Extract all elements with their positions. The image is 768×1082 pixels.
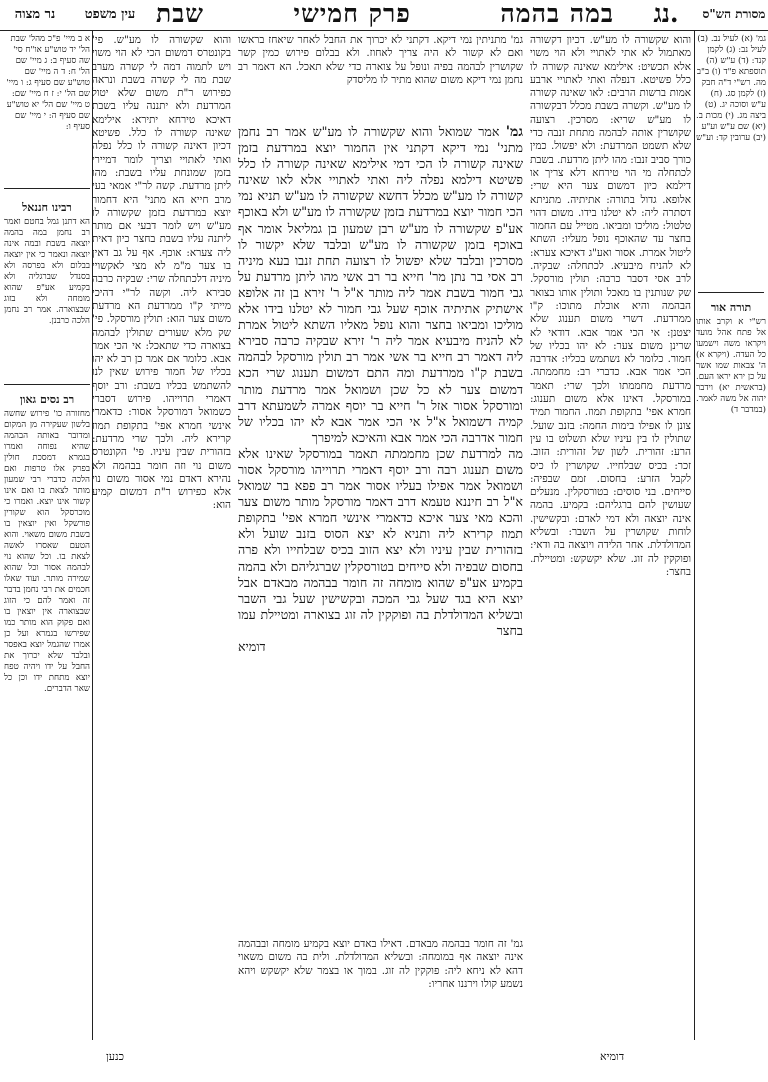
ein-mishpat-box-rule — [4, 188, 90, 189]
tora-or-title: תורה אור — [710, 301, 752, 314]
title-tractate-chapter-name: במה בהמה — [500, 0, 614, 28]
rabbeinu-chananel-title: רבינו חננאל — [22, 201, 72, 214]
masoret-box-rule — [698, 292, 764, 293]
page-title — [150, 0, 620, 28]
title-chapter-number: פרק חמישי — [293, 0, 411, 28]
ein-mishpat-heading — [0, 0, 150, 28]
top-commentary: גמ' מתניתין נמי דיקא. דקתני לא יכרוך את החבל לאחר שיאחז בראשו ואם לא קשור לא היה צריך לאחוז. ולא בבלום פירוש כמין קשר שקושרין לבהמה בפיה ונופל על צוארה כדי שלא תאכל. הא דאמר רב נחמן נמי דיקא משום שהוא מתיר לו מליסדק — [238, 34, 523, 86]
masoret-hashas: גמ' (א) לעיל נב. (ב) לעיל נב: (ג) לקמן קנד: (ד) ע"ש (ה) תוספתא פ"ד (ו) ב"ב מה. רש"י ד"ה חבק (ז) לקמן סג. (ח) ע"ש וסוכה יג. (ט) ביצה מג. (י) מכות ב. (יא) שם ע"ש וע"ע (יב) ערובין קד: וע"ש — [696, 34, 766, 143]
rashi-commentary: והוא שקשורה לו מע"ש. דכיון דקשורה מאתמול לא אתי לאתויי ולא הוי משוי אלא תכשיט: אילימא שאינה קשורה לו כלל פשיטא. דנפלה ואתי לאתויי ארבע אמות ברשות הרבים: לאו שאינה קשורה לו מע"ש. וקשרה בשבת מכלל דבקשורה לו מע"ש שריא: מסרכין. רצועה שקושרין אותה לבהמה מתחת זנבה כדי שלא תשמט המרדעת: ולא יפשול. כמין כורך סביב זנבו: מהו ליתן מרדעת. בשבת לכתחלה מי הוי טירחא דלא צריך או דילמא כיון דמשום צער היא שרי: אלופא. גדול בתורה: אתיתיה. מתניתא דסתרה ליה: לא יטלנו בידו. משום דהוי טלטול: מוליכו ומביאו. מטייל עם החמור בחצר עד שהאוכף נופל מעליו: השתא ליטול אמרת. אסור ואע"ג דאיכא צערא: לא להניח מיבעיא. לכתחלה: שבקיה. לרב אסי דסבר כרבה: תולין מורסקל. שק שנותנין בו מאכל ותולין אותו בצואר הבהמה והיא אוכלת מתוכו: ק"ו ממרדעת. דשרי משום תענוג שלא יצטנן: אי הכי אמר אבא. דודאי לא שרינן משום צער: לא יהו בכליו של חמור. כלומר לא נשתמש בכליו: אדרבה הכי אמר אבא. כדברי רב: מחממתה. מרדעת מחממתו ולכך שרי: תאמר במורסקל. דאינו אלא משום תענוג: חמרא אפי' בתקופת תמוז. החמור תמיד צונן לו אפילו בימות החמה: בזנב שועל. שתולין לו בין עיניו שלא תשלוט בו עין הרע: זהורית. לשון של זהורית: הזוב. זכר: בכיס שבלחייו. שקושרין לו כיס לקבל הזרע: בחסום. זמם שבפיה: סייחים. בני סוסים: בטורסקלין. מנעלים שעושין להם ברגליהם: בקמיע. בהמה אינה יוצאה ולא דמי לאדם: ובקשישין. לוחות שקושרין על השבר: ובשליא המדולדלת. אחר הלידה ויוצאה בה ודאי: ופוקקין לה זוג. שלא יקשקש: ומטיילת. בחצר: — [530, 34, 691, 578]
gemara-body: אמר שמואל והוא שקשורה לו מע"ש אמר רב נחמן מתני' נמי דיקא דקתני אין החמור יוצא במרדעת בזמן שאינה קשורה לו הכי דמי אילימא שאינה קשורה לו כלל פשיטא דילמא נפלה ליה ואתי לאתויי אלא לאו שאינה קשורה לו מע"ש מכלל דחשא שקשורה לו מע"ש תניא נמי הכי חמור יוצא במרדעת בזמן שקשורה לו מע"ש ולא באוכף אע"פ שקשורה לו מע"ש רבן שמעון בן גמליאל אומר אף באוכף בזמן שקשורה לו מע"ש ובלבד שלא יקשור לו מסרכין ובלבד שלא יפשול לו רצועה תחת זנבו בעא מיניה רב אסי בר נתן מר' חייא בר רב אשי מהו ליתן מרדעת על גבי חמור בשבת אמר ליה מותר א"ל ר' זירא בן זה אלופא אישתיק אתיתיה אוכף שעל גבי חמור לא יטלנו בידו אלא מוליכו ומביאו בחצר והוא נופל מאליו השתא ליטול אמרת לא להניח מיבעיא אמר ליה ר' זירא שבקיה כרבה סבירא ליה דאמר רב חייא בר אשי אמר רב תולין מורסקל לבהמה בשבת ק"ו ממרדעת ומה התם דמשום תענוג שרי הכא דמשום צער לא כל שכן ושמואל אמר מרדעת מותר ומורסקל אסור אזל ר' חייא בר יוסף אמרה לשמעתא דרב קמיה דשמואל א"ל אי הכי אמר אבא לא יהו בכליו של חמור אדרבה הכי אמר אבא והאיכא למיפרך — [238, 124, 523, 445]
tora-or-box — [696, 300, 766, 500]
right-margin-rule — [694, 30, 695, 1040]
gemara-paragraph — [238, 446, 523, 639]
rav-nissim-text: מחזורה כו' פירוש שחשה בלשון שעקירה מן המקום ומדובר באותה הבהמה שהיא נפוחה ואמרו בגמרא דמסכת חולין בפרק אלו טרפות ואם הלכה כדברי רבי שמעון מותר לצאת בו ואם אינו קשור אינו יוצא. ואמרו כי מוכרסקל הוא שקורין פורשקל ואין יוצאין בו בשבת משום משאוי. והוא הטעם שאסרו לאשה לצאת בו. וכל שהוא נוי לבהמה אסור וכל שהוא שמירה מותר. ועוד שאלו חכמים את רבי נחמן בדבר זה ואמר להם כי הזוג שבצוארה אין יוצאין בו ואם פקוק הוא מותר כמו שפירשו בגמרא ועל כן אמרו שהגמל יוצא באפסר ובלבד שלא יכרוך את החבל על ידו ויהיה טפח יוצא מתחת ידו וכן כל שאר הדברים. — [4, 409, 90, 694]
footer-catchword-right: דומיא — [600, 1050, 625, 1063]
gemara-lead-word: גמ' — [505, 124, 523, 140]
bottom-commentary: גמ' זה חומר בבהמה מבאדם. דאילו באדם יוצא בקמיע מומחה ובבהמה אינה יוצאה אף במומחה: ובשליא המדולדלת. ולית בה משום משאוי דהא לא ניחא ליה: פוקקין לה זוג. במוך או בצמר שלא יקשקש ויהא נשמע קולו וירננו אחריו: — [238, 938, 523, 990]
rabbeinu-chananel-box — [4, 200, 90, 380]
header-rule — [0, 30, 768, 31]
ein-mishpat-text: א ב מיי' פ"כ מהל' שבת הל' יד טוש"ע או"ח סי' שה סעיף ב: ג מיי' שם הל' ח: ד ה מיי' שם טוש"ע שם סעיף ג: ו מיי' שם הל' י: ז ח מיי' שם: ט מיי' שם הל' יא טוש"ע שם סעיף ה: י מיי' שם סעיף ו: — [6, 34, 90, 132]
tosafot-commentary: והוא שקשורה לו מע"ש. פי' בקונטרס דמשום הכי לא הוי משוי ויש לתמוה דמה לי קשרה מערב שבת מה לי קשרה בשבת ונראה כפירוש ר"ת משום שלא יטול המרדעת ולא יתננה עליו בשבת דאיכא טירחא יתירא: אילימא שאינה קשורה לו כלל. פשיטא דכיון דאינה קשורה לו כלל נפלה ואתי לאתויי וצריך לומר דמיירי בזמן שמונחת עליו בשבת: מהו ליתן מרדעת. קשה לר"י אמאי בעי מרב חייא הא מתני' היא דחמור יוצא במרדעת בזמן שקשורה לו מע"ש ויש לומר דבעי אם מותר ליתנה עליו בשבת בחצר כיון דאית ליה צערא: אוכף. אף על גב דאין בו צער מ"מ לא מצי לאקשויי מיניה דלכתחלה שרי: שבקיה כרבה סבירא ליה. וקשה לר"י דהיכי מייתי ק"ו ממרדעת הא מרדעת משום צער הוא: תולין מורסקל. פי' שק מלא שעורים שתולין לבהמה בצוארה כדי שתאכל: אי הכי אמר אבא. כלומר אם אמר כן רב לא יהו בכליו של חמור פירוש שאין לנו להשתמש בכליו בשבת: ורב יוסף דאמרי תרוייהו. פירוש דסברי כשמואל דמורסקל אסור: כדאמרי אינשי חמרא אפי' בתקופת תמוז קרירא ליה. ולכך שרי מרדעת: בזהורית שבין עיניו. פי' הקונטרס משום נוי וזה חומר בבהמה ולא נהירא דאדם נמי אסור משום נוי אלא כפירוש ר"ת דמשום קמיע הוא: — [92, 34, 231, 512]
tora-or-text: רש"י א וקרב אותו אל פתח אהל מועד ויקראו משה וישמעו כל העדה. (ויקרא א) ה' צבאות שמו אשר על כן ירא יראו העם. (בראשית יא) וידבר יהוה אל משה לאמר. (במדבר ד) — [696, 317, 766, 415]
gemara-catchword: דומיא — [238, 639, 266, 654]
rabbeinu-box-rule — [4, 384, 90, 385]
gemara-body: מה למרדעת שכן מחממתה תאמר במורסקל שאינו אלא משום תענוג רבה ורב יוסף דאמרי תרוייהו מורסקל אסור ושמואל אמר אפילו בעליו אסור אמר רב פפא בר שמואל א"ל רב חיננא טעמא דרב דאמר מורסקל מותר משום צער והכא מאי צער איכא כדאמרי אינשי חמרא אפי' בתקופת תמוז קרירא ליה ותניא לא יצא הסוס בזנב שועל ולא בזהורית שבין עיניו ולא יצא הזוב בכיס שבלחייו ולא פרה בחסום שבפיה ולא סייחים בטורסקלין שברגליהם ולא בהמה בקמיע אע"פ שהוא מומחה זה חומר בבהמה מבאדם אבל יוצא היא בגד שעל גבי המכה ובקשישין שעל גבי השבר ובשליא המדולדלת בה ופוקקין לה זוג בצוארה ומטיילת עמו בחצר — [238, 445, 523, 638]
ein-mishpat-label: עין משפט — [84, 7, 136, 22]
gemara-paragraph — [238, 124, 523, 446]
footer-catchword-left: כנען — [106, 1050, 124, 1063]
rabbeinu-chananel-text: הא דתנן גמל בחטם ואמר רב נחמן במה בהמה יוצאה בשבת ובמה אינה יוצאה ונאמר כי אין יוצאה בבלום ולא בפרסה ולא בסנדל שברגליה ולא בקמיע אע"פ שהוא מומחה ולא בזוג שבצוארה. אמר רב נחמן הלכה כרבנן. — [4, 217, 90, 326]
rav-nissim-box — [4, 392, 90, 1052]
daf-number: נג. — [653, 0, 679, 28]
rav-nissim-title: רב נסים גאון — [19, 393, 75, 406]
gemara-text — [238, 124, 523, 930]
ner-mitzva-label: נר מצוה — [14, 7, 56, 22]
masoret-heading: מסורת הש"ס — [702, 6, 766, 21]
title-tractate: שבת — [156, 0, 205, 28]
